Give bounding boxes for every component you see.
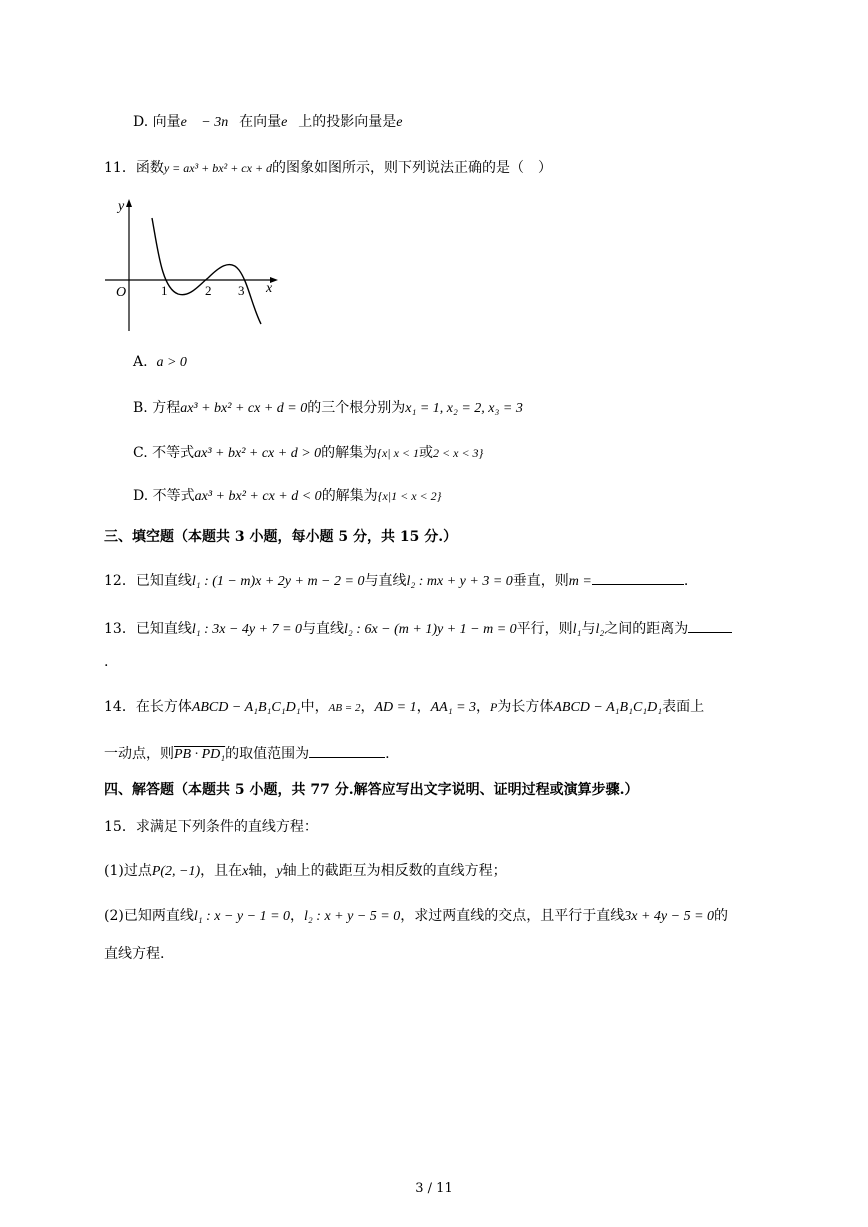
question-text: ， [476, 699, 491, 715]
answer-blank[interactable] [592, 570, 684, 585]
question-number: 11． [104, 160, 136, 176]
question-text: 的 [714, 908, 729, 924]
math-expr: l₂ : 6x − (m + 1)y + 1 − m = 0 [344, 622, 517, 637]
question-15-part-1 [104, 861, 507, 882]
tick-label-1: 1 [161, 283, 168, 298]
x-label: x [266, 281, 273, 296]
math-expr: P(2, −1) [151, 864, 201, 879]
math-expr: l₁ : (1 − m)x + 2y + m − 2 = 0 [191, 574, 365, 589]
question-text: ，且在 [200, 863, 243, 879]
q11-option-c [133, 443, 483, 464]
math-expr: ABCD − A₁B₁C₁D₁ [553, 700, 663, 715]
math-expr: a > 0 [156, 355, 187, 370]
question-number: 14． [104, 699, 136, 715]
y-axis-arrow [126, 199, 132, 207]
question-text: 垂直，则 [512, 573, 569, 589]
question-text: 为长方体 [497, 699, 554, 715]
math-expr: x [242, 864, 249, 879]
option-text: 方程 [152, 400, 181, 416]
q11-option-d [133, 486, 441, 507]
math-expr: e⃗ [396, 115, 414, 130]
math-expr: {x|1 < x < 2} [377, 489, 442, 503]
question-text: 函数 [135, 160, 164, 176]
section-4-title: 四、解答题（本题共 5 小题，共 77 分.解答应写出文字说明、证明过程或演算步骤.） [104, 782, 639, 798]
question-number: 13． [104, 621, 136, 637]
math-expr: l₂ : x + y − 5 = 0 [304, 909, 401, 924]
y-label: y [118, 199, 125, 214]
tick-label-3: 3 [238, 283, 245, 298]
answer-blank[interactable] [309, 743, 385, 758]
math-expr: e⃗ − 3n⃗ [180, 115, 240, 130]
page-number: 3 / 11 [415, 1181, 453, 1196]
option-text: 或 [419, 445, 434, 461]
question-text: ， [416, 699, 431, 715]
question-text: 表面上 [662, 699, 705, 715]
question-12 [104, 570, 688, 592]
question-text: 之间的距离为 [604, 621, 689, 637]
math-expr: ax³ + bx² + cx + d < 0 [194, 489, 322, 504]
option-text: 的三个根分别为 [307, 400, 406, 416]
question-number: 12． [104, 573, 136, 589]
question-text: (2)已知两直线 [104, 908, 194, 924]
question-text: 的图象如图所示，则下列说法正确的是（ ） [272, 160, 553, 176]
question-15-part-2 [104, 906, 728, 927]
cubic-curve [152, 218, 261, 324]
question-14-line-2 [104, 743, 390, 765]
q10-option-d [133, 112, 413, 133]
q11-option-b [133, 398, 523, 419]
option-text: 上的投影向量是 [298, 114, 397, 130]
math-expr: PB · PD₁ [174, 747, 226, 762]
question-text: 与 [581, 621, 596, 637]
option-label: D. [133, 114, 149, 130]
question-text: 与直线 [302, 621, 345, 637]
question-text: 已知直线 [135, 573, 192, 589]
section-3-title: 三、填空题（本题共 3 小题，每小题 5 分，共 15 分.） [104, 529, 458, 545]
question-text: 轴， [248, 863, 277, 879]
origin-label: O [116, 285, 127, 300]
option-text: 不等式 [152, 488, 195, 504]
option-label: C. [133, 445, 148, 461]
question-11-stem [104, 158, 552, 178]
question-text: 一动点，则 [104, 746, 174, 762]
question-text: 中， [300, 699, 329, 715]
option-text: 在向量 [239, 114, 282, 130]
math-expr: AD = 1 [374, 700, 417, 715]
math-expr: l₁ : 3x − 4y + 7 = 0 [191, 622, 303, 637]
option-label: B. [133, 400, 148, 416]
question-15-title [104, 817, 318, 837]
tick-label-2: 2 [205, 283, 212, 298]
math-expr: l₁ [572, 622, 582, 637]
question-13 [104, 618, 732, 640]
math-expr: {x| x < 1 [377, 446, 420, 460]
math-expr: ax³ + bx² + cx + d > 0 [194, 446, 322, 461]
question-text: ，求过两直线的交点，且平行于直线 [400, 908, 625, 924]
question-number: 15． [104, 819, 136, 835]
question-text: ， [360, 699, 375, 715]
punctuation: . [385, 746, 390, 762]
q13-period: . [104, 654, 109, 670]
math-expr: 2 < x < 3} [433, 446, 484, 460]
math-expr: ABCD − A₁B₁C₁D₁ [191, 700, 301, 715]
question-text: 平行，则 [516, 621, 573, 637]
math-expr: e⃗ [281, 115, 299, 130]
math-expr: y = ax³ + bx² + cx + d [163, 161, 273, 175]
math-expr: ax³ + bx² + cx + d = 0 [180, 401, 308, 416]
punctuation: . [683, 573, 689, 589]
question-text: (1)过点 [104, 863, 152, 879]
q11-option-a [133, 352, 187, 373]
math-expr: AB = 2 [328, 702, 361, 714]
function-graph [100, 196, 280, 336]
math-expr: l₂ : mx + y + 3 = 0 [406, 574, 513, 589]
math-expr: l₁ : x − y − 1 = 0 [193, 909, 291, 924]
math-expr: m = [568, 574, 592, 589]
math-expr: P [490, 700, 498, 714]
option-label: D. [133, 488, 149, 504]
math-expr: y [276, 864, 283, 879]
question-text: 与直线 [364, 573, 407, 589]
math-expr: x₁ = 1, x₂ = 2, x₃ = 3 [405, 401, 523, 416]
question-text: 已知直线 [135, 621, 192, 637]
question-text: 的取值范围为 [225, 746, 310, 762]
math-expr: l₂ [595, 622, 605, 637]
question-text: 轴上的截距互为相反数的直线方程； [282, 863, 507, 879]
option-text: 的解集为 [321, 445, 378, 461]
question-15-part-2-cont: 直线方程. [104, 946, 165, 962]
option-label: A. [133, 354, 148, 370]
option-text: 的解集为 [321, 488, 378, 504]
answer-blank[interactable] [688, 618, 732, 633]
math-expr: AA₁ = 3 [430, 700, 477, 715]
question-text: ， [290, 908, 305, 924]
option-text: 不等式 [152, 445, 195, 461]
question-14-line-1 [104, 697, 704, 718]
question-text: 在长方体 [135, 699, 192, 715]
math-expr: 3x + 4y − 5 = 0 [624, 909, 715, 924]
question-text: 求满足下列条件的直线方程： [135, 819, 318, 835]
option-text: 向量 [152, 114, 181, 130]
